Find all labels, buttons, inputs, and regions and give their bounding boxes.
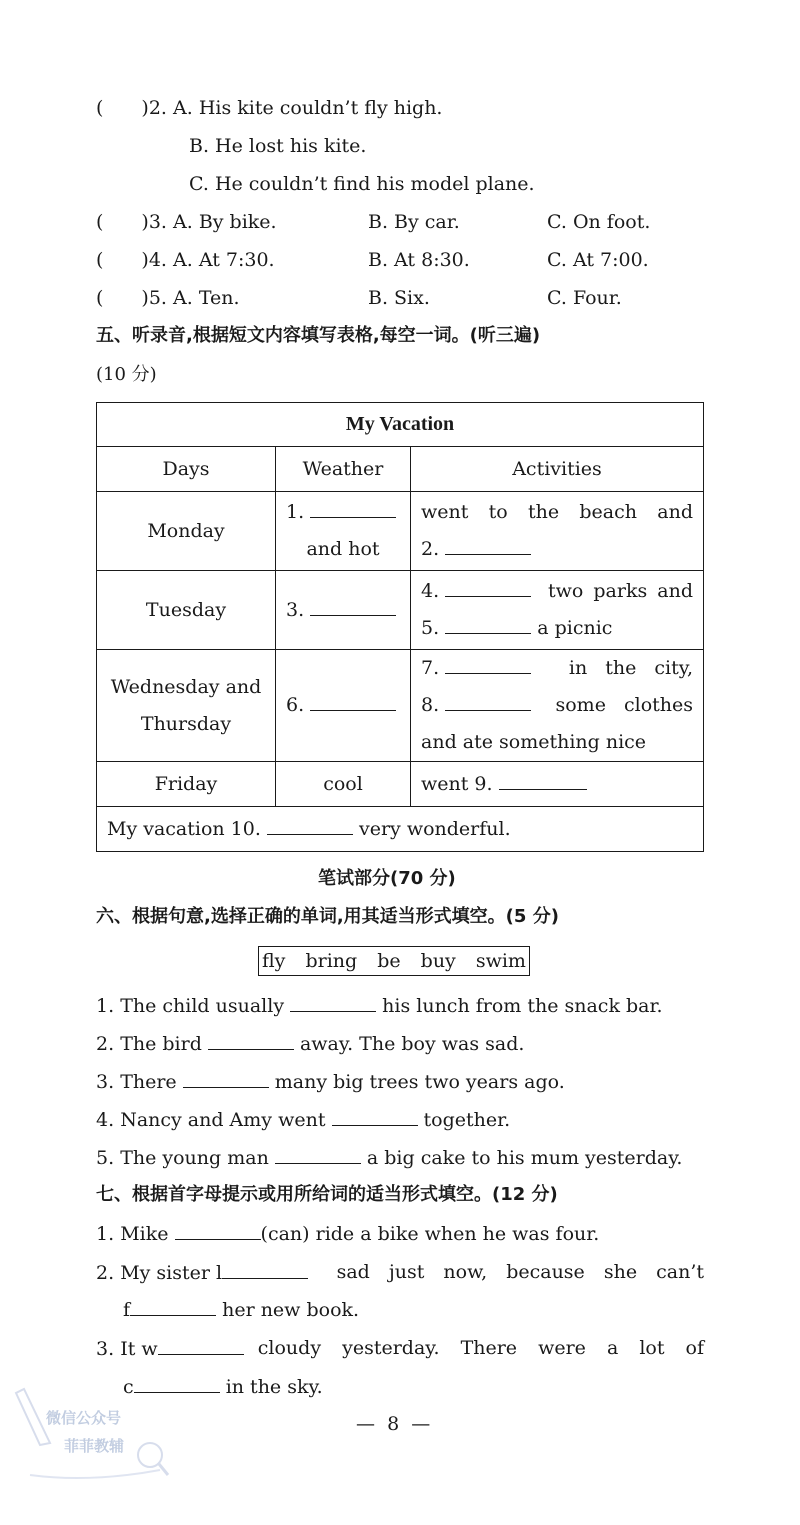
item-number: 1. xyxy=(96,1223,115,1245)
activities-cell xyxy=(411,762,704,807)
day-text: Wednesday and xyxy=(110,675,262,698)
watermark-line2: 菲菲教辅 xyxy=(64,1437,125,1455)
table-footer-row xyxy=(97,807,704,852)
answer-blank[interactable] xyxy=(275,1145,361,1164)
question-number: 3. xyxy=(148,211,167,233)
answer-blank[interactable] xyxy=(175,1221,261,1240)
option-a: A. At 7:30. xyxy=(173,249,275,271)
table-row xyxy=(97,650,704,762)
header-weather: Weather xyxy=(276,447,411,492)
blank-number: 1. xyxy=(286,501,305,523)
option-c: C. On foot. xyxy=(547,211,651,233)
option-b: B. Six. xyxy=(368,287,430,309)
option-b: B. At 8:30. xyxy=(368,249,470,271)
exercise-item xyxy=(96,1145,682,1170)
exercise-item xyxy=(96,1031,524,1056)
blank-number: 5. xyxy=(421,617,440,639)
activity-text: a picnic xyxy=(537,617,613,639)
answer-bracket[interactable]: ( ) xyxy=(96,211,149,233)
day-tuesday: Tuesday xyxy=(97,571,276,650)
activity-text: went to the beach and xyxy=(421,501,693,523)
item-text: The bird xyxy=(120,1033,202,1055)
weather-friday: cool xyxy=(276,762,411,807)
blank-5[interactable] xyxy=(445,615,531,634)
written-section-title: 笔试部分(70 分) xyxy=(318,868,456,889)
blank-3[interactable] xyxy=(310,597,396,616)
option-b: B. By car. xyxy=(368,211,460,233)
answer-bracket[interactable]: ( ) xyxy=(96,287,149,309)
watermark-line1: 微信公众号 xyxy=(46,1409,122,1427)
section-5-score: (10 分) xyxy=(96,364,157,385)
activity-text: and ate something nice xyxy=(421,731,647,753)
page-number xyxy=(356,1412,430,1436)
blank-9[interactable] xyxy=(499,771,587,790)
table-row xyxy=(97,571,704,650)
activity-text: some clothes xyxy=(555,694,693,716)
option-a: A. By bike. xyxy=(173,211,277,233)
exercise-item xyxy=(96,993,663,1018)
answer-bracket[interactable]: ( ) xyxy=(96,249,149,271)
table-title: My Vacation xyxy=(97,403,704,447)
answer-blank[interactable] xyxy=(290,993,376,1012)
item-text: There xyxy=(120,1071,177,1093)
page-number-value: 8 xyxy=(387,1413,400,1435)
option-a: A. Ten. xyxy=(173,287,240,309)
weather-cell xyxy=(276,571,411,650)
footer-text: My vacation 10. xyxy=(107,817,261,840)
choice-row-5 xyxy=(96,286,240,310)
exercise-item xyxy=(96,1260,704,1285)
activity-text: went 9. xyxy=(421,772,493,795)
blank-number: 8. xyxy=(421,694,440,716)
item-number: 1. xyxy=(96,995,115,1017)
day-monday: Monday xyxy=(97,492,276,571)
footer-cell xyxy=(97,807,704,852)
item-text: The child usually xyxy=(120,995,285,1017)
answer-blank[interactable] xyxy=(332,1107,418,1126)
blank-number: 6. xyxy=(286,694,305,716)
answer-blank[interactable] xyxy=(208,1031,294,1050)
blank-number: 3. xyxy=(286,598,305,621)
exercise-item xyxy=(96,1336,704,1361)
blank-1[interactable] xyxy=(310,499,396,518)
answer-blank[interactable] xyxy=(183,1069,269,1088)
option-c: C. At 7:00. xyxy=(547,249,649,271)
item-text: It w xyxy=(120,1338,158,1360)
day-friday: Friday xyxy=(97,762,276,807)
item-text: The young man xyxy=(120,1147,269,1169)
exercise-item xyxy=(96,1221,599,1246)
weather-cell xyxy=(276,650,411,762)
word-box: fly bring be buy swim xyxy=(258,946,530,976)
option-c: C. Four. xyxy=(547,287,622,309)
question-number: 4. xyxy=(148,249,167,271)
option-a: A. His kite couldn’t fly high. xyxy=(173,97,443,119)
item-number: 3. xyxy=(96,1071,115,1093)
blank-number: 2. xyxy=(421,538,440,560)
activities-cell xyxy=(411,492,704,571)
day-wedthu xyxy=(97,650,276,762)
answer-blank[interactable] xyxy=(158,1336,244,1355)
watermark xyxy=(10,1385,170,1485)
vacation-table xyxy=(96,402,704,852)
item-number: 3. xyxy=(96,1338,115,1360)
option-c: C. He couldn’t find his model plane. xyxy=(189,173,535,195)
question-number: 5. xyxy=(148,287,167,309)
choice-row-4 xyxy=(96,248,275,272)
header-activities: Activities xyxy=(411,447,704,492)
answer-bracket[interactable]: ( ) xyxy=(96,97,149,119)
blank-number: 4. xyxy=(421,580,440,602)
item-text: in the sky. xyxy=(225,1376,323,1398)
exercise-item xyxy=(96,1107,510,1132)
activities-cell xyxy=(411,571,704,650)
activity-text: in the city, xyxy=(568,657,693,679)
activity-text: two parks and xyxy=(548,580,693,602)
option-b: B. He lost his kite. xyxy=(189,135,367,157)
item-text: a big cake to his mum yesterday. xyxy=(366,1147,683,1169)
item-text: cloudy yesterday. There were a lot of xyxy=(257,1337,704,1359)
item-text: many big trees two years ago. xyxy=(274,1071,565,1093)
hint-word: (can) xyxy=(260,1223,310,1245)
item-text: Mike xyxy=(120,1223,169,1245)
blank-number: 7. xyxy=(421,657,440,679)
section-6-title: 六、根据句意,选择正确的单词,用其适当形式填空。(5 分) xyxy=(96,906,559,927)
item-text: sad just now, because she can’t xyxy=(336,1261,704,1283)
weather-cell xyxy=(276,492,411,571)
answer-blank[interactable] xyxy=(130,1297,216,1316)
exercise-item xyxy=(96,1069,565,1094)
item-text: f xyxy=(123,1299,131,1321)
answer-blank[interactable] xyxy=(222,1260,308,1279)
choice-row-3 xyxy=(96,210,277,234)
choice-row-2 xyxy=(96,96,442,120)
blank-10[interactable] xyxy=(267,816,353,835)
blank-2[interactable] xyxy=(445,536,531,555)
blank-6[interactable] xyxy=(310,692,396,711)
item-number: 2. xyxy=(96,1262,115,1284)
weather-text: and hot xyxy=(306,538,380,560)
table-row xyxy=(97,492,704,571)
item-text: Nancy and Amy went xyxy=(120,1109,326,1131)
day-text: Thursday xyxy=(140,712,232,735)
item-number: 2. xyxy=(96,1033,115,1055)
section-7-title: 七、根据首字母提示或用所给词的适当形式填空。(12 分) xyxy=(96,1184,558,1205)
footer-text: very wonderful. xyxy=(359,817,511,840)
blank-7[interactable] xyxy=(445,655,531,674)
exercise-item-continued xyxy=(123,1297,359,1322)
item-number: 4. xyxy=(96,1109,115,1131)
item-text: My sister l xyxy=(120,1262,223,1284)
table-row xyxy=(97,762,704,807)
question-number: 2. xyxy=(148,97,167,119)
item-number: 5. xyxy=(96,1147,115,1169)
item-text: away. The boy was sad. xyxy=(299,1033,525,1055)
header-days: Days xyxy=(97,447,276,492)
page-dash: — xyxy=(356,1413,375,1435)
item-text: her new book. xyxy=(222,1299,360,1321)
item-text: ride a bike when he was four. xyxy=(315,1223,600,1245)
item-text: c xyxy=(123,1376,134,1398)
activities-cell xyxy=(411,650,704,762)
blank-4[interactable] xyxy=(445,578,531,597)
page-dash: — xyxy=(411,1413,431,1435)
item-text: his lunch from the snack bar. xyxy=(382,995,663,1017)
blank-8[interactable] xyxy=(445,692,531,711)
section-5-title: 五、听录音,根据短文内容填写表格,每空一词。(听三遍) xyxy=(96,325,541,346)
item-text: together. xyxy=(423,1109,511,1131)
